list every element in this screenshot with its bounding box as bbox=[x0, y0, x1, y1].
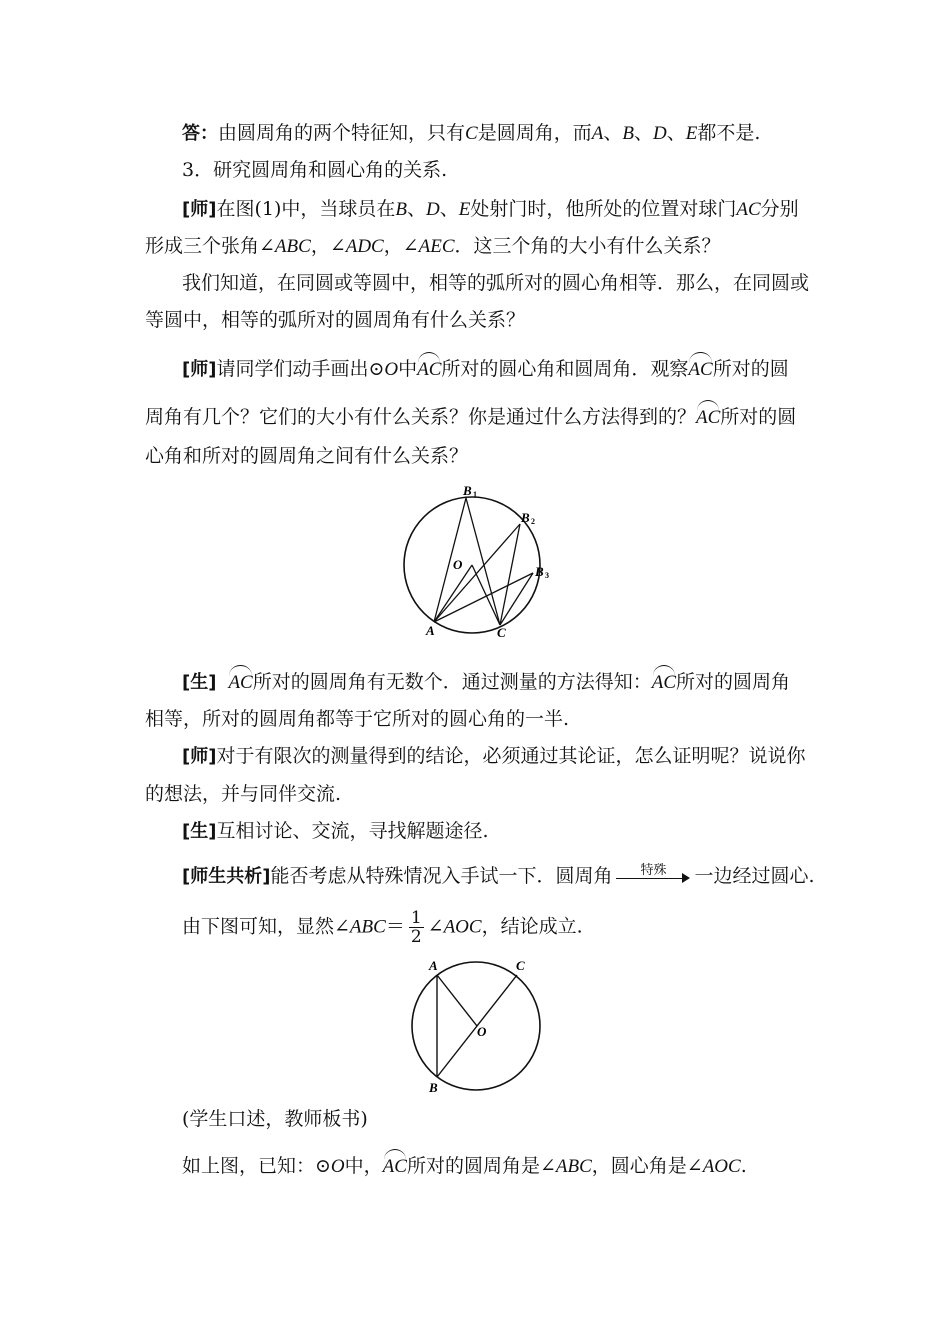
label-b: B bbox=[429, 1080, 438, 1095]
math-var: E bbox=[458, 199, 471, 220]
text: ．这三个角的大小有什么关系？ bbox=[454, 235, 721, 257]
text: ，圆心角是∠ bbox=[591, 1155, 703, 1177]
text: 、 bbox=[439, 198, 459, 220]
fraction-half bbox=[409, 909, 424, 946]
label-c: C bbox=[497, 625, 506, 640]
label-sub: 3 bbox=[545, 571, 549, 580]
arrow-head-icon bbox=[682, 873, 690, 883]
section-heading: 3．研究圆周角和圆心角的关系. bbox=[182, 159, 448, 181]
math-var: E bbox=[685, 123, 698, 144]
arc-ac: AC bbox=[383, 1154, 407, 1180]
text: 由圆周角的两个特征知，只有 bbox=[218, 122, 466, 144]
figure-inscribed-angles bbox=[390, 478, 560, 643]
text: 形成三个张角∠ bbox=[145, 235, 275, 257]
joint-analysis-line bbox=[182, 863, 815, 890]
arrow-label: 特殊 bbox=[640, 863, 667, 878]
text: 所对的圆 bbox=[720, 406, 797, 428]
label-sub: 2 bbox=[531, 517, 535, 526]
student-tag: [生] bbox=[182, 672, 217, 693]
fraction-numerator: 1 bbox=[410, 908, 422, 928]
math-var: A bbox=[591, 123, 604, 144]
text: 所对的圆周角有无数个．通过测量的方法得知： bbox=[252, 671, 652, 693]
text: 、 bbox=[666, 122, 686, 144]
label-sub: 1 bbox=[473, 490, 477, 499]
arc-ac: AC bbox=[688, 357, 712, 383]
teacher-line-1 bbox=[182, 196, 799, 223]
student-line bbox=[182, 669, 790, 696]
math-var: D bbox=[426, 199, 440, 220]
label-o: O bbox=[477, 1024, 487, 1039]
radius-oa bbox=[437, 975, 477, 1026]
text: 在图(1)中，当球员在 bbox=[216, 198, 396, 220]
teacher-line-2 bbox=[145, 233, 721, 260]
arc-ac: AC bbox=[652, 670, 676, 696]
text: ，∠ bbox=[383, 235, 419, 257]
label-a: A bbox=[429, 958, 438, 973]
special-case-arrow bbox=[616, 864, 690, 890]
math-var: B bbox=[622, 123, 634, 144]
note-line: (学生口述，教师板书) bbox=[182, 1108, 368, 1130]
label-b1: B bbox=[463, 483, 472, 498]
text: 、 bbox=[603, 122, 623, 144]
text: 、 bbox=[406, 198, 426, 220]
text: 处射门时，他所处的位置对球门 bbox=[470, 198, 737, 220]
text: 分别 bbox=[760, 198, 799, 220]
text: 中， bbox=[344, 1155, 383, 1177]
math-var: C bbox=[465, 123, 478, 144]
figure-diameter-case bbox=[400, 950, 555, 1095]
given-line bbox=[182, 1153, 747, 1180]
text: 能否考虑从特殊情况入手试一下．圆周角 bbox=[270, 865, 613, 887]
student-tag: [生] bbox=[182, 821, 217, 842]
arc-ac: AC bbox=[228, 670, 252, 696]
teacher-tag: [师] bbox=[182, 359, 217, 380]
joint-tag: [师生共析] bbox=[182, 866, 271, 887]
label-a: A bbox=[426, 623, 435, 638]
circle-o bbox=[412, 962, 540, 1090]
chord-b1c bbox=[466, 498, 500, 625]
text: 一边经过圆心. bbox=[694, 865, 815, 887]
paragraph-line: 我们知道，在同圆或等圆中，相等的弧所对的圆心角相等．那么，在同圆或 bbox=[182, 272, 810, 294]
math-var: O bbox=[384, 359, 399, 380]
label-b3: B bbox=[535, 564, 544, 579]
teacher-tag: [师] bbox=[182, 199, 217, 220]
text: 所对的圆 bbox=[712, 358, 789, 380]
text: 对于有限次的测量得到的结论，必须通过其论证，怎么证明呢？说说你 bbox=[216, 745, 806, 767]
text: ∠ bbox=[427, 915, 444, 938]
text: ，∠ bbox=[310, 235, 346, 257]
text: 是圆周角，而 bbox=[477, 122, 592, 144]
paragraph-line: 的想法，并与同伴交流. bbox=[145, 783, 342, 805]
label-c: C bbox=[516, 958, 525, 973]
text: . bbox=[740, 1155, 747, 1177]
student-line bbox=[182, 818, 489, 845]
arc-ac: AC bbox=[417, 357, 441, 383]
math-var: AC bbox=[736, 199, 761, 220]
text: 所对的圆周角是∠ bbox=[406, 1155, 556, 1177]
answer-line bbox=[182, 120, 760, 147]
text: 中 bbox=[398, 358, 418, 380]
math-var: B bbox=[395, 199, 407, 220]
math-var: AOC bbox=[443, 916, 482, 938]
text: 请同学们动手画出⊙ bbox=[216, 358, 385, 380]
text: ，结论成立. bbox=[481, 915, 583, 938]
teacher-line bbox=[182, 743, 805, 770]
math-var: ADC bbox=[345, 236, 384, 257]
label-b2: B bbox=[521, 510, 530, 525]
math-var: AOC bbox=[702, 1156, 741, 1177]
teacher-line bbox=[182, 356, 789, 383]
math-var: ABC bbox=[274, 236, 311, 257]
math-var: ABC bbox=[555, 1156, 592, 1177]
math-var: AEC bbox=[418, 236, 455, 257]
text: 互相讨论、交流，寻找解题途径. bbox=[216, 820, 489, 842]
fraction-denominator: 2 bbox=[410, 927, 422, 947]
paragraph-line: 相等，所对的圆周角都等于它所对的圆心角的一半. bbox=[145, 708, 570, 730]
label-o: O bbox=[453, 557, 463, 572]
text: 周角有几个？它们的大小有什么关系？你是通过什么方法得到的？ bbox=[145, 406, 697, 428]
text: 、 bbox=[633, 122, 653, 144]
answer-tag: 答： bbox=[182, 123, 218, 144]
equation-line bbox=[182, 909, 583, 946]
text: 都不是. bbox=[697, 122, 761, 144]
text: 由下图可知，显然∠ bbox=[182, 915, 350, 938]
text: 所对的圆周角 bbox=[676, 671, 791, 693]
paragraph-line bbox=[145, 404, 796, 431]
equals-sign: ＝ bbox=[385, 915, 405, 938]
teacher-tag: [师] bbox=[182, 746, 217, 767]
math-var: ABC bbox=[349, 916, 386, 938]
paragraph-line: 等圆中，相等的弧所对的圆周角有什么关系？ bbox=[145, 309, 526, 331]
radius-oa bbox=[434, 565, 472, 622]
text: 所对的圆心角和圆周角．观察 bbox=[441, 358, 689, 380]
arc-ac: AC bbox=[696, 405, 720, 431]
text: 如上图，已知：⊙ bbox=[182, 1155, 331, 1177]
paragraph-line: 心角和所对的圆周角之间有什么关系？ bbox=[145, 445, 469, 467]
math-var: D bbox=[652, 123, 667, 144]
math-var: O bbox=[330, 1156, 345, 1177]
